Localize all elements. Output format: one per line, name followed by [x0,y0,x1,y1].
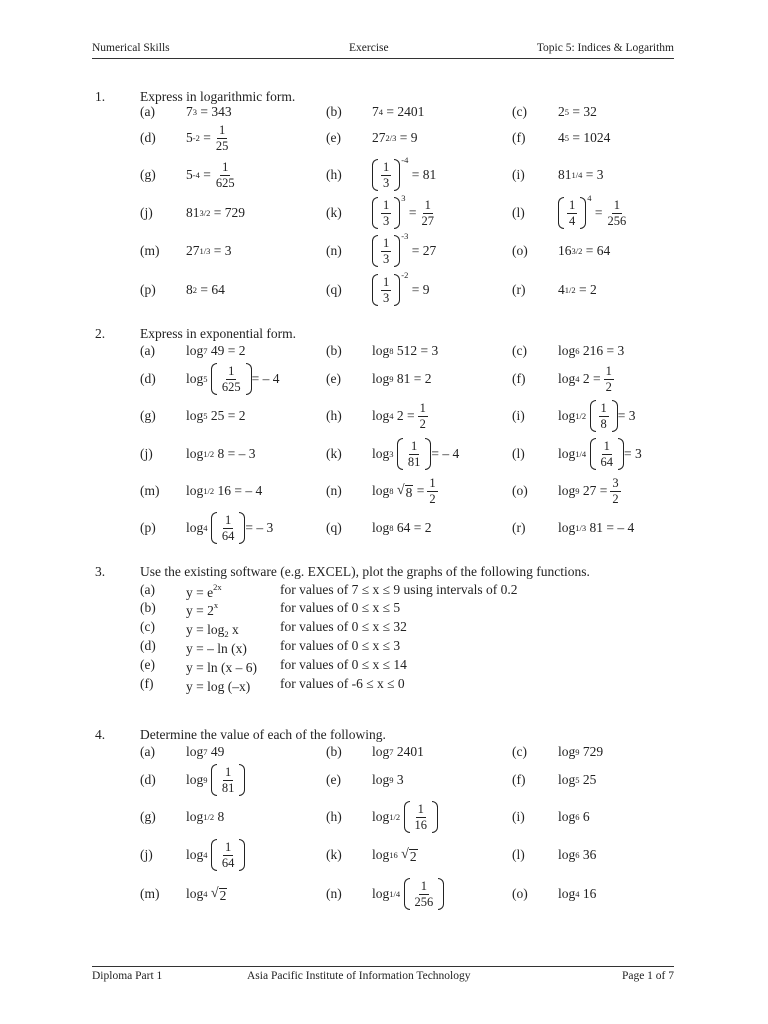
question-4-number: 4. [95,727,106,742]
question-3-title: Use the existing software (e.g. EXCEL), plot the graphs of the following functions. [140,564,590,579]
q1-item-r: (r) 4 1/2 = 2 [512,282,597,297]
q1-item-g: (g) 5 -4 = $\frac{1}{625}$ [140,159,235,190]
q1-item-l: (l) $\frac{1}{4}$ 4 = $\frac{1}{256}$ [512,193,627,228]
q2-item-c: (c) log 6 216 = 3 [512,343,625,358]
q4-item-l: (l) log 6 36 [512,847,597,862]
q2-item-o: (o) log 9 27 = $\frac{3}{2}$ [512,475,619,506]
q1-item-a: (a) 7 3 = 343 [140,104,232,119]
q2-item-i: (i) log 1/2 $\frac{1}{8}$ = 3 [512,400,636,431]
square-root-symbol: √ 2 [210,886,227,903]
q1-item-p: (p) 8 2 = 64 [140,282,225,297]
q4-item-k: (k) log 16 √ 2 [326,847,417,864]
q2-item-h: (h) log 4 2 = $\frac{1}{2}$ [326,400,426,431]
q2-item-k: (k) log 3 $\frac{1}{81}$ = – 4 [326,438,460,469]
q2-item-a: (a) log 7 49 = 2 [140,343,246,358]
q1-item-o: (o) 16 3/2 = 64 [512,243,611,258]
q4-item-n: (n) log 1/4 $\frac{1}{256}$ [326,877,444,911]
q1-item-j: (j) 81 3/2 = 729 [140,205,245,220]
question-1-title: Express in logarithmic form. [140,89,296,104]
q1-item-c: (c) 2 5 = 32 [512,104,597,119]
q2-item-g: (g) log 5 25 = 2 [140,408,246,423]
q4-item-c: (c) log 9 729 [512,744,604,759]
question-1-number: 1. [95,89,106,104]
q2-item-q: (q) log 8 64 = 2 [326,520,432,535]
q4-item-a: (a) log 7 49 [140,744,225,759]
q1-item-q: (q) $\frac{1}{3}$ -2 = 9 [326,270,430,305]
q4-item-m: (m) log 4 √ 2 [140,886,227,903]
header-course: Numerical Skills [92,42,170,54]
page-footer [92,966,674,982]
q4-item-i: (i) log 6 6 [512,809,590,824]
q1-item-e: (e) 27 2/3 = 9 [326,130,418,145]
q4-item-h: (h) log 1/2 $\frac{1}{16}$ [326,800,438,834]
q2-item-d: (d) log 5 $\frac{1}{625}$ = – 4 [140,363,280,394]
q1-item-n: (n) $\frac{1}{3}$ -3 = 27 [326,231,437,266]
q2-item-b: (b) log 8 512 = 3 [326,343,439,358]
page-header [92,42,674,59]
q4-item-d: (d) log 9 $\frac{1}{81}$ [140,763,245,797]
q2-item-j: (j) log 1/2 8 = – 3 [140,446,256,461]
footer-page-number: Page 1 of 7 [621,970,674,982]
q1-item-i: (i) 81 1/4 = 3 [512,167,604,182]
question-3-number: 3. [95,564,106,579]
square-root-symbol: √ 8 [396,483,413,500]
q1-item-h: (h) $\frac{1}{3}$ -4 = 81 [326,155,437,190]
q4-item-g: (g) log 1/2 8 [140,809,225,824]
q4-item-j: (j) log 4 $\frac{1}{64}$ [140,838,245,872]
q2-item-l: (l) log 1/4 $\frac{1}{64}$ = 3 [512,438,642,469]
header-topic: Topic 5: Indices & Logarithm [536,42,674,54]
q2-item-p: (p) log 4 $\frac{1}{64}$ = – 3 [140,512,274,543]
footer-program: Diploma Part 1 [92,970,163,982]
header-section: Exercise [349,42,389,54]
footer-institution: Asia Pacific Institute of Information Technology [247,970,471,982]
q4-item-f: (f) log 5 25 [512,772,597,787]
q2-item-e: (e) log 9 81 = 2 [326,371,432,386]
q1-item-f: (f) 4 5 = 1024 [512,130,611,145]
q2-item-f: (f) log 4 2 = $\frac{1}{2}$ [512,363,612,394]
question-4-title: Determine the value of each of the following. [140,727,386,742]
question-2-number: 2. [95,326,106,341]
q4-item-o: (o) log 4 16 [512,886,597,901]
q2-item-m: (m) log 1/2 16 = – 4 [140,483,263,498]
q2-item-r: (r) log 1/3 81 = – 4 [512,520,635,535]
q1-item-m: (m) 27 1/3 = 3 [140,243,232,258]
q1-item-b: (b) 7 4 = 2401 [326,104,425,119]
q4-item-e: (e) log 9 3 [326,772,404,787]
square-root-symbol: √ 2 [401,847,417,864]
q4-item-b: (b) log 7 2401 [326,744,424,759]
q1-item-k: (k) $\frac{1}{3}$ 3 = $\frac{1}{27}$ [326,193,434,228]
q2-item-n: (n) log 8 √ 8 = $\frac{1}{2}$ [326,475,436,506]
q1-item-d: (d) 5 -2 = $\frac{1}{25}$ [140,122,229,153]
question-2-title: Express in exponential form. [140,326,296,341]
